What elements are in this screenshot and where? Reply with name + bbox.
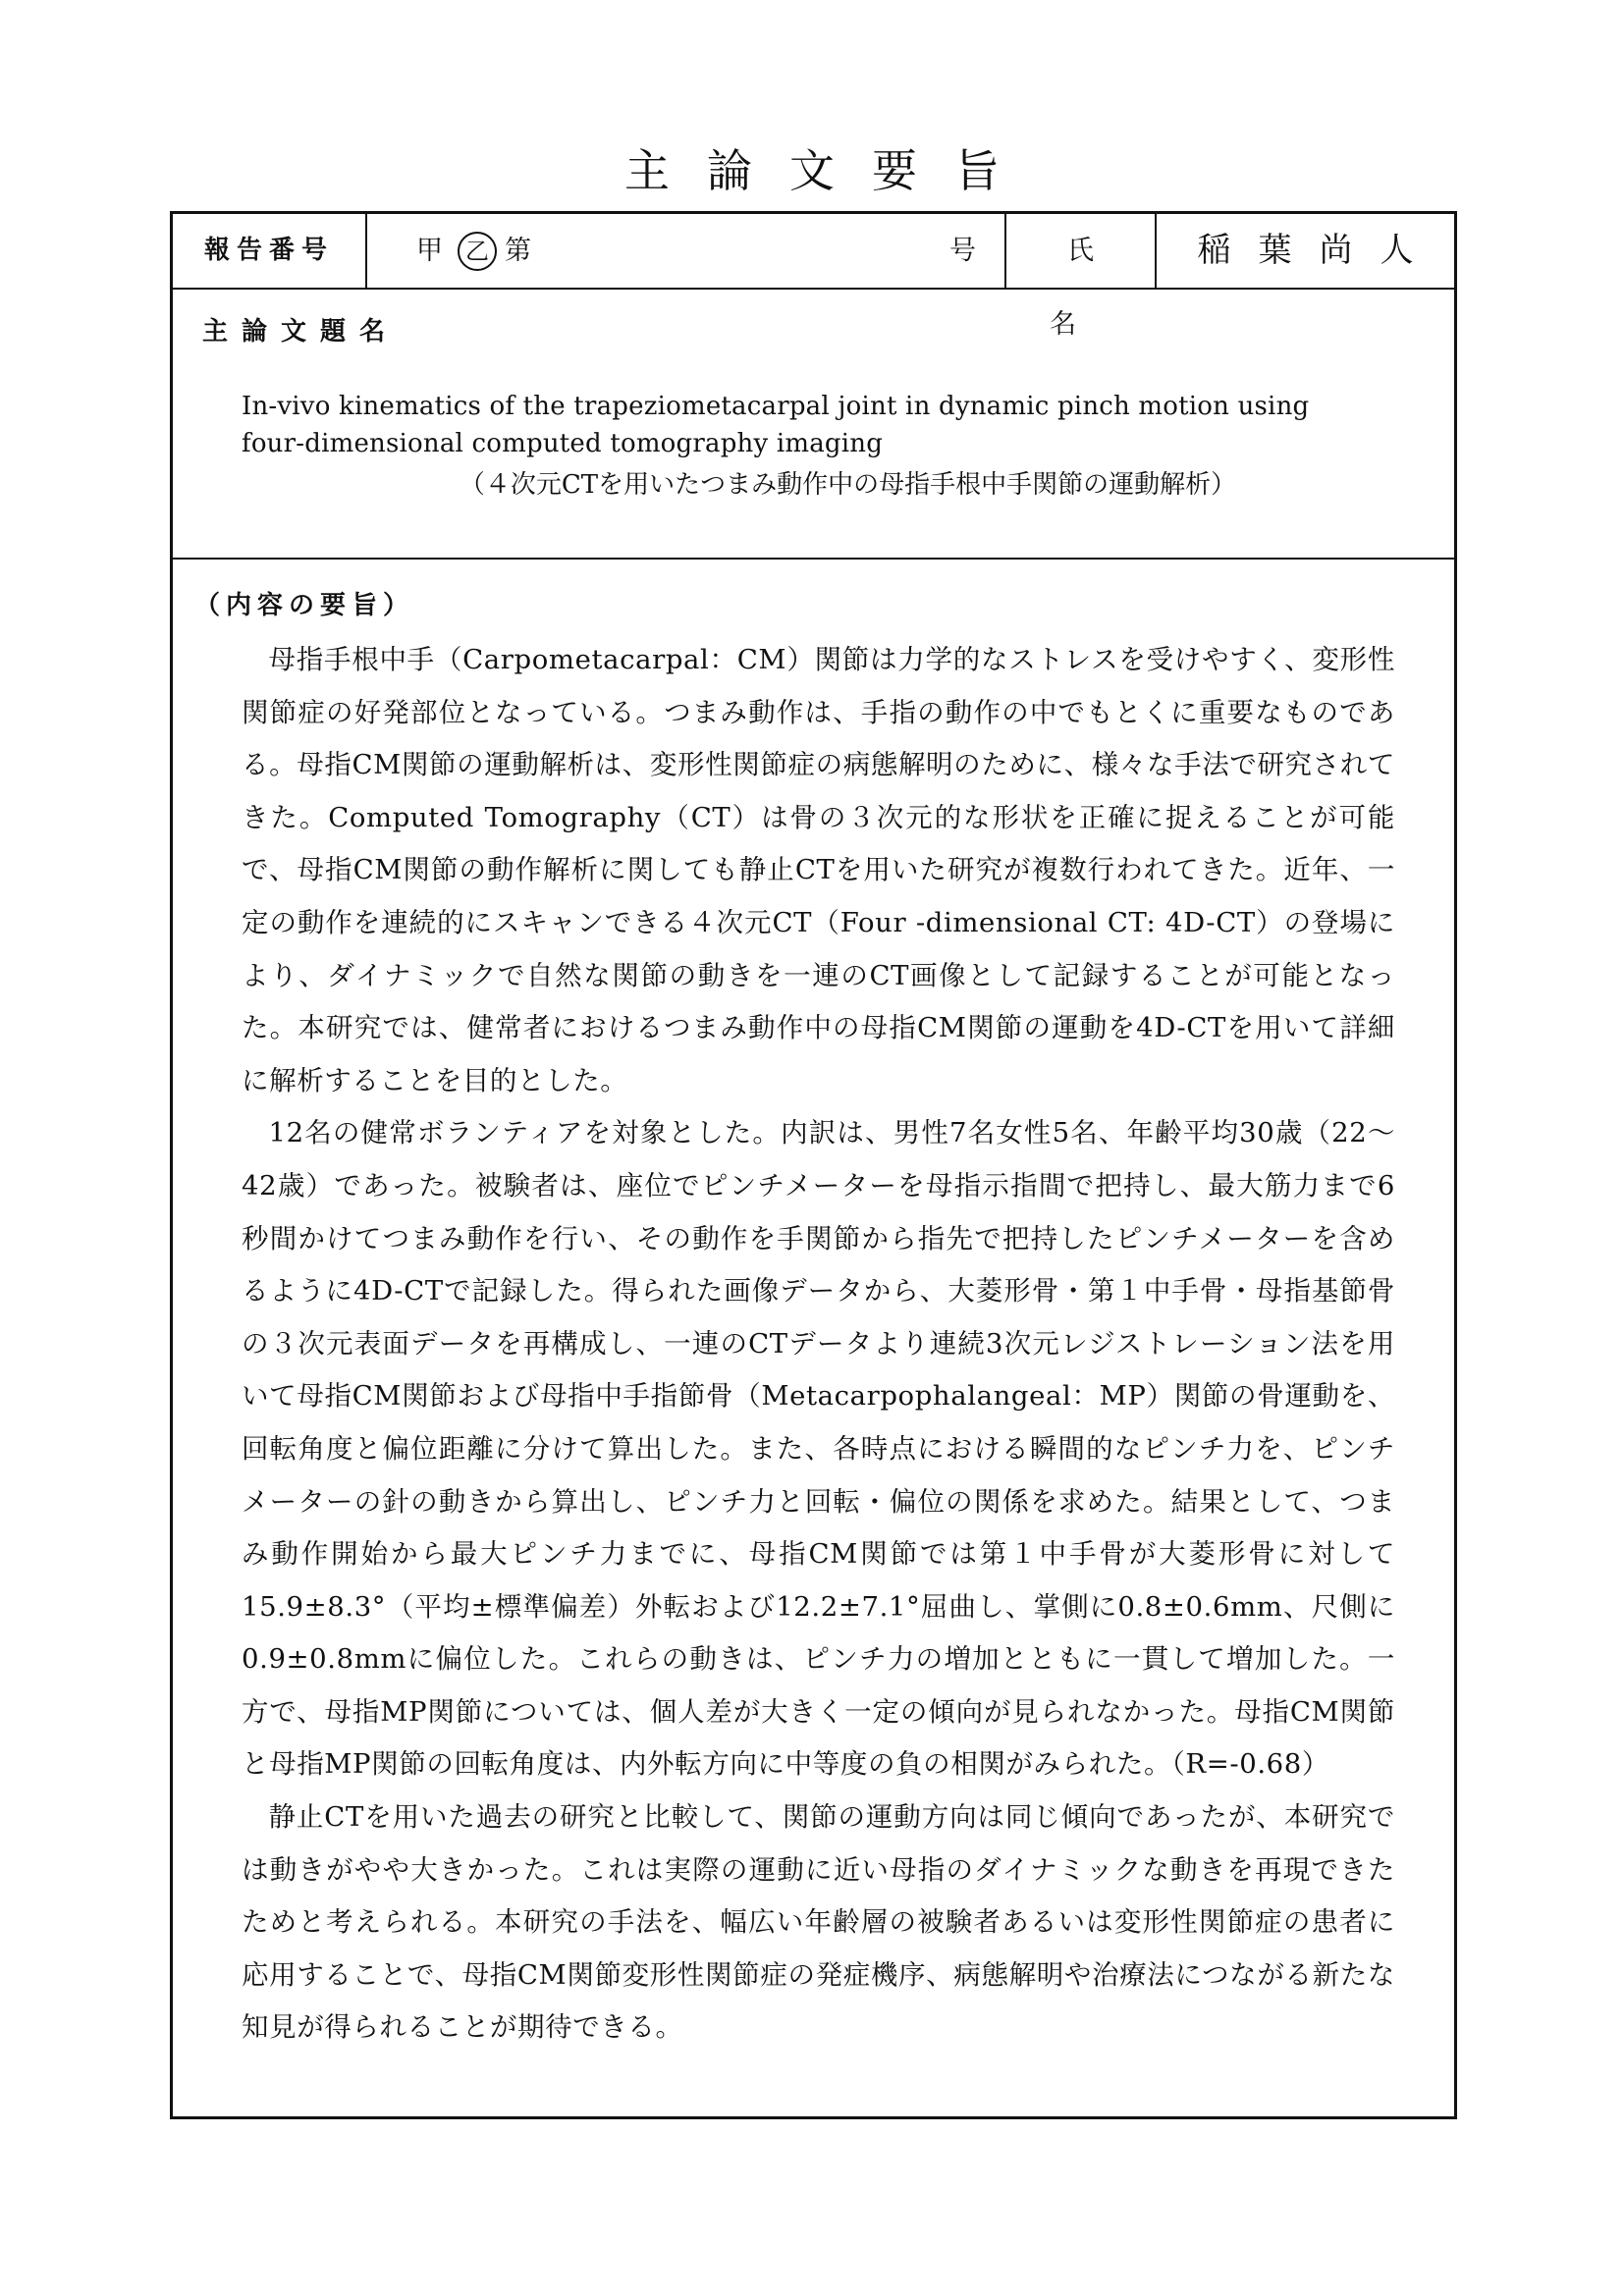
name-label: 氏名 bbox=[1006, 214, 1157, 288]
abstract-paragraph: 12名の健常ボランティアを対象とした。内訳は、男性7名女性5名、年齢平均30歳（22～42歳）であった。被験者は、座位でピンチメーターを母指示指間で把持し、最大筋力まで6秒間かけてつまみ動作を行い、その動作を手関節から指先で把持したピンチメーターを含めるように4D-CTで記録した。得られた画像データから、大菱形骨・第１中手骨・母指基節骨の３次元表面データを再構成し、一連のCTデータより連続3次元レジストレーション法を用いて母指CM関節および母指中手指節骨（Metacarpophalangeal：MP）関節の骨運動を、回転角度と偏位距離に分けて算出した。また、各時点における瞬間的なピンチ力を、ピンチメーターの針の動きから算出し、ピンチ力と回転・偏位の関係を求めた。結果として、つまみ動作開始から最大ピンチ力までに、母指CM関節では第１中手骨が大菱形骨に対して15.9±8.3°（平均±標準偏差）外転および12.2±7.1°屈曲し、掌側に0.8±0.6mm、尺側に0.9±0.8mmに偏位した。これらの動きは、ピンチ力の増加とともに一貫して増加した。一方で、母指MP関節については、個人差が大きく一定の傾向が見られなかった。母指CM関節と母指MP関節の回転角度は、内外転方向に中等度の負の相関がみられた。（R=-0.68） bbox=[242, 1117, 1395, 1781]
thesis-title-english: In-vivo kinematics of the trapeziometacarpal joint in dynamic pinch motion using four-dimensional computed tomography imaging bbox=[242, 392, 1310, 458]
otsu-mark-circled: 乙 bbox=[458, 232, 497, 271]
report-number-label: 報告番号 bbox=[173, 214, 367, 288]
kou-mark: 甲 bbox=[416, 236, 443, 266]
report-number-field bbox=[367, 214, 1006, 288]
gou-mark: 号 bbox=[949, 236, 976, 266]
thesis-title-label: 主論文題名 bbox=[202, 317, 400, 347]
page-title: 主論文要旨 bbox=[624, 144, 1037, 197]
abstract-body bbox=[242, 634, 1395, 2055]
dai-mark: 第 bbox=[505, 236, 531, 266]
abstract-form bbox=[170, 211, 1457, 2119]
title-section bbox=[173, 290, 1454, 560]
abstract-paragraph: 静止CTを用いた過去の研究と比較して、関節の運動方向は同じ傾向であったが、本研究では動きがやや大きかった。これは実際の運動に近い母指のダイナミックな動きを再現できたためと考えられる。本研究の手法を、幅広い年齢層の被験者あるいは変形性関節症の患者に応用することで、母指CM関節変形性関節症の発症機序、病態解明や治療法につながる新たな知見が得られることが期待できる。 bbox=[242, 1801, 1395, 2044]
abstract-paragraph: 母指手根中手（Carpometacarpal：CM）関節は力学的なストレスを受けやすく、変形性関節症の好発部位となっている。つまみ動作は、手指の動作の中でもとくに重要なものである。母指CM関節の運動解析は、変形性関節症の病態解明のために、様々な手法で研究されてきた。Computed Tomography（CT）は骨の３次元的な形状を正確に捉えることが可能で、母指CM関節の動作解析に関しても静止CTを用いた研究が複数行われてきた。近年、一定の動作を連続的にスキャンできる４次元CT（Four -dimensional CT: 4D-CT）の登場により、ダイナミックで自然な関節の動きを一連のCT画像として記録することが可能となった。本研究では、健常者におけるつまみ動作中の母指CM関節の運動を4D-CTを用いて詳細に解析することを目的とした。 bbox=[242, 644, 1395, 1096]
name-value: 稲葉尚人 bbox=[1197, 231, 1441, 270]
thesis-title-japanese: （４次元CTを用いたつまみ動作中の母指手根中手関節の運動解析） bbox=[459, 470, 1237, 500]
abstract-label: （内容の要旨） bbox=[194, 591, 415, 620]
